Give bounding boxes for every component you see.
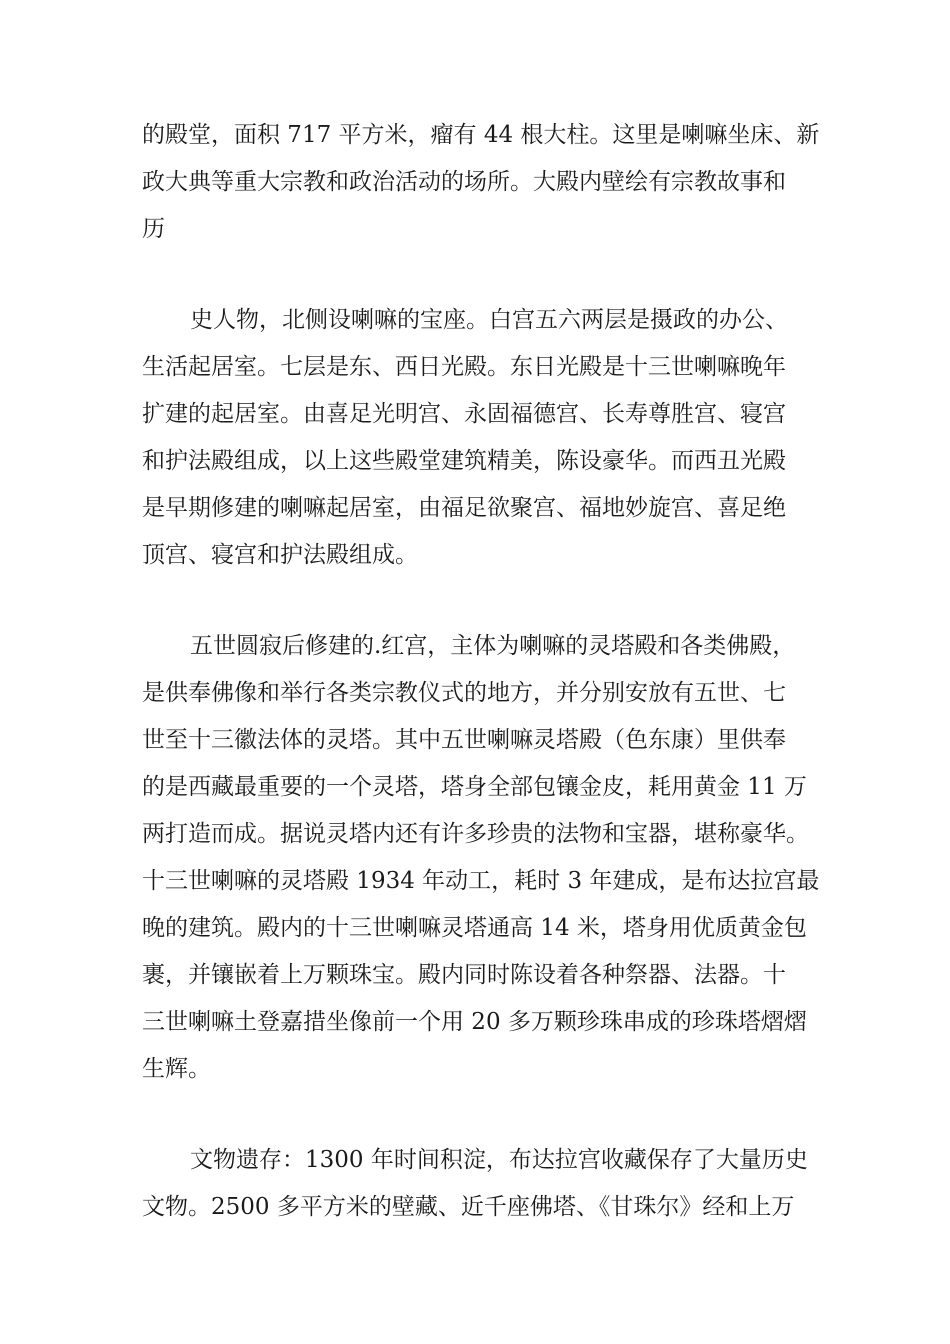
text-line: 的是西藏最重要的一个灵塔，塔身全部包镶金皮，耗用黄金 11 万: [142, 774, 807, 800]
paragraph-spacer: [142, 579, 822, 623]
text-line: 世至十三徽法体的灵塔。其中五世喇嘛灵塔殿（色东康）里供奉: [142, 727, 786, 753]
text-line: 是早期修建的喇嘛起居室，由福足欲聚宫、福地妙旋宫、喜足绝: [142, 495, 786, 521]
paragraph-1: [142, 112, 822, 253]
text-line: 三世喇嘛土登嘉措坐像前一个用 20 多万颗珍珠串成的珍珠塔熠熠: [142, 1009, 807, 1035]
text-line: 扩建的起居室。由喜足光明宫、永固福德宫、长寿尊胜宫、寝宫: [142, 401, 786, 427]
text-line: 顶宫、寝宫和护法殿组成。: [142, 542, 418, 568]
text-line: 生活起居室。七层是东、西日光殿。东日光殿是十三世喇嘛晚年: [142, 354, 786, 380]
text-line: 生辉。: [142, 1056, 211, 1082]
paragraph-spacer: [142, 1093, 822, 1137]
paragraph-2: [142, 297, 822, 579]
text-line: 和护法殿组成，以上这些殿堂建筑精美，陈设豪华。而西丑光殿: [142, 448, 786, 474]
text-line: 是供奉佛像和举行各类宗教仪式的地方，并分别安放有五世、七: [142, 680, 786, 706]
paragraph-spacer: [142, 253, 822, 297]
text-line: 裹，并镶嵌着上万颗珠宝。殿内同时陈设着各种祭器、法器。十: [142, 962, 786, 988]
text-line: 的殿堂，面积 717 平方米，瘤有 44 根大柱。这里是喇嘛坐床、新: [142, 122, 820, 148]
paragraph-3: [142, 623, 822, 1093]
text-line: 五世圆寂后修建的.红宫，主体为喇嘛的灵塔殿和各类佛殿，: [190, 633, 796, 659]
text-line: 政大典等重大宗教和政治活动的场所。大殿内壁绘有宗教故事和: [142, 169, 786, 195]
paragraph-4: [142, 1137, 822, 1231]
text-line: 十三世喇嘛的灵塔殿 1934 年动工，耗时 3 年建成，是布达拉宫最: [142, 868, 820, 894]
document-page: [142, 112, 822, 1231]
text-line: 文物遗存：1300 年时间积淀，布达拉宫收藏保存了大量历史: [190, 1147, 808, 1173]
text-line: 历: [142, 216, 165, 242]
text-line: 文物。2500 多平方米的壁藏、近千座佛塔、《甘珠尔》经和上万: [142, 1194, 795, 1220]
text-line: 晚的建筑。殿内的十三世喇嘛灵塔通高 14 米，塔身用优质黄金包: [142, 915, 807, 941]
text-line: 史人物，北侧设喇嘛的宝座。白宫五六两层是摄政的办公、: [190, 307, 788, 333]
text-line: 两打造而成。据说灵塔内还有许多珍贵的法物和宝器，堪称豪华。: [142, 821, 809, 847]
